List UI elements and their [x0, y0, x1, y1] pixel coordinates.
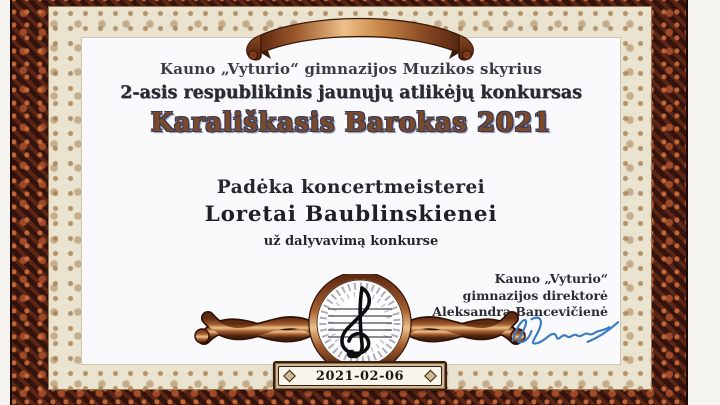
- date-plaque: [273, 361, 447, 391]
- plaque-left-notch: [283, 370, 296, 383]
- certificate-title: Karališkasis Barokas 2021: [150, 108, 552, 138]
- date-text: 2021-02-06: [315, 368, 405, 384]
- signatory-line-1: Kauno „Vyturio“: [494, 271, 608, 286]
- ribbon-banner-icon: [241, 11, 479, 65]
- signatory-line-3: Aleksandra Bancevičienė: [432, 304, 608, 319]
- contest-line: 2-asis respublikinis jaunųjų atlikėjų konkursas: [120, 83, 582, 103]
- organization-line: Kauno „Vyturio“ gimnazijos Muzikos skyrius: [160, 60, 542, 78]
- signatory-line-2: gimnazijos direktorė: [462, 287, 608, 303]
- recipient-name: Loretai Baublinskienei: [204, 202, 498, 227]
- award-line: Padėka koncertmeisterei: [216, 177, 486, 198]
- plaque-right-notch: [424, 370, 437, 383]
- signature-icon: [497, 311, 625, 355]
- reason-line: už dalyvavimą konkurse: [263, 234, 439, 249]
- music-medallion-ornament: [190, 274, 530, 374]
